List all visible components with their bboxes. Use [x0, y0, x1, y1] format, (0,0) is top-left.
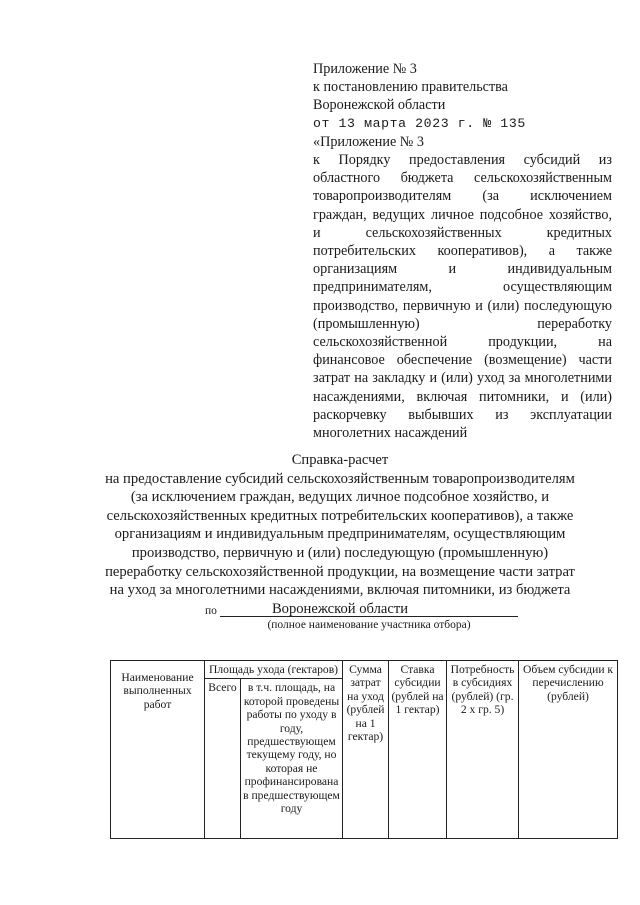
title-line: производство, первичную и (или) последующую (промышленную) [131, 544, 549, 561]
header-area: Площадь ухода (гектаров) [205, 661, 343, 679]
header-rate: Ставка субсидии (рублей на 1 гектар) [389, 661, 447, 839]
appendix-number: Приложение № 3 [313, 61, 417, 77]
header-work-name: Наименование выполненных работ [111, 661, 205, 839]
participant-prefix: по [205, 605, 217, 617]
participant-caption: (полное наименование участника отбора) [267, 619, 471, 631]
title-line: организациям и индивидуальным предпринимателям, осуществляющим [114, 526, 566, 543]
header-transfer: Объем субсидии к перечислению (рублей) [519, 661, 618, 839]
title-line: (за исключением граждан, ведущих личное подсобное хозяйство, и [130, 489, 550, 506]
appendix-date: от 13 марта 2023 г. № 135 [313, 115, 526, 131]
header-area-unfunded: в т.ч. площадь, на которой проведены работы по уходу в году, предшествующем текущему году, но которая не профинансирована в предшествующем году [241, 679, 343, 839]
title-line: Воронежской области [271, 600, 409, 617]
document-title [100, 451, 580, 618]
header-area-total: Всего [205, 679, 241, 839]
table-header-row [111, 661, 618, 679]
calculation-table [110, 660, 618, 839]
title-line: переработку сельскохозяйственной продукции, на возмещение части затрат [105, 563, 575, 580]
participant-name-field[interactable] [220, 616, 518, 617]
title-heading: Справка-расчет [291, 452, 389, 468]
appendix-region: Воронежской области [313, 97, 446, 114]
header-need: Потребность в субсидиях (рублей) (гр. 2 х гр. 5) [447, 661, 519, 839]
appendix-quote-number: «Приложение № 3 [313, 133, 424, 150]
appendix-block [313, 60, 612, 442]
header-cost: Сумма затрат на уход (рублей на 1 гектар) [343, 661, 389, 839]
appendix-procedure-text: к Порядку предоставления субсидий из областного бюджета сельскохозяйственным товаропроизводителям (за исключением граждан, ведущих личное подсобное хозяйство, и сельскохозяйственных кредитных потребительских кооперативов), а также организациям и индивидуальным предпринимателям, осуществляющим производство, первичную и (или) последующую (промышленную) переработку сельскохозяйственной продукции, на финансовое обеспечение (возмещение) части затрат на закладку и (или) уход за многолетними насаждениями, включая питомники, и (или) раскорчевку выбывших из эксплуатации многолетних насаждений [313, 152, 612, 442]
title-line: на уход за многолетними насаждениями, включая питомники, из бюджета [109, 582, 571, 599]
appendix-resolution: к постановлению правительства [313, 79, 508, 96]
title-line: на предоставление субсидий сельскохозяйственным товаропроизводителям [105, 470, 575, 487]
title-line: сельскохозяйственных кредитных потребительских кооперативов), а также [106, 507, 574, 524]
